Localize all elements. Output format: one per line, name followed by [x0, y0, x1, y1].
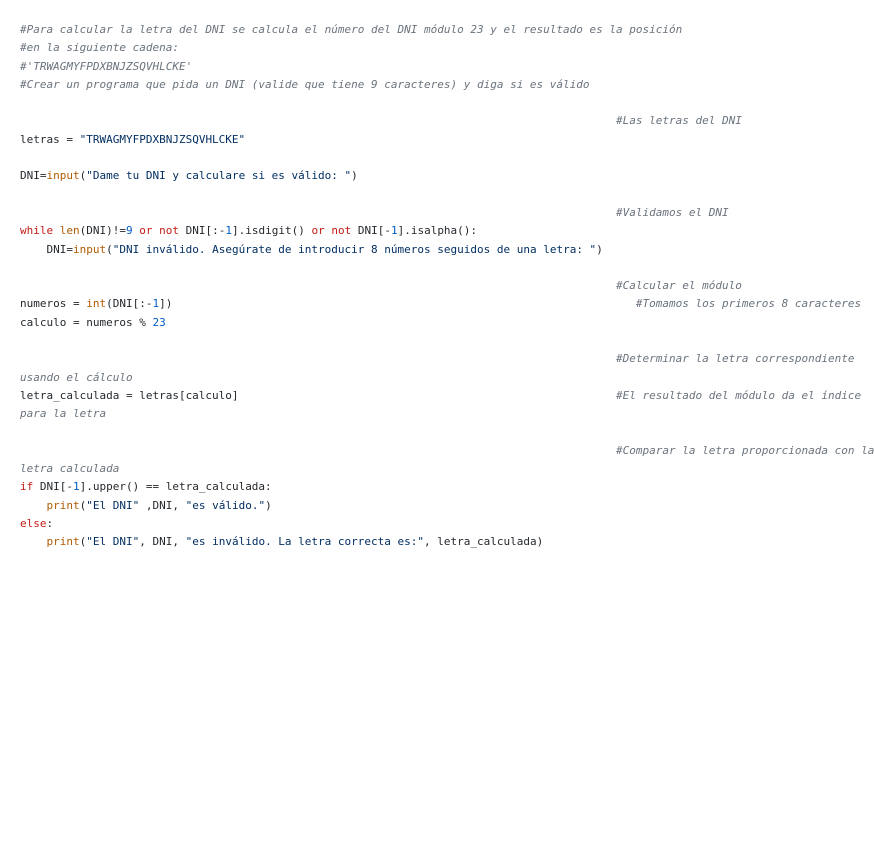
code-text: [20, 114, 616, 127]
code-line: [20, 58, 848, 76]
code-builtin: input: [46, 169, 80, 183]
code-text: DNI=: [20, 242, 73, 256]
code-text: (: [106, 242, 113, 256]
code-string: "es válido.": [185, 498, 266, 512]
code-string: "Dame tu DNI y calculare si es válido: ": [86, 169, 352, 183]
code-comment: #'TRWAGMYFPDXBNJZSQVHLCKE': [20, 59, 193, 73]
code-text: [20, 535, 47, 548]
code-line: [20, 259, 848, 277]
code-text: [53, 224, 60, 237]
code-line: [20, 112, 848, 130]
code-comment: #Crear un programa que pida un DNI (valide que tiene 9 caracteres) y diga si es válido: [20, 77, 590, 91]
code-string: "El DNI": [86, 498, 140, 512]
code-line: [20, 76, 848, 94]
code-text: [20, 279, 616, 292]
code-builtin: input: [72, 242, 107, 256]
code-text: letra_calculada = letras[calculo]: [20, 388, 617, 402]
code-text: (: [79, 169, 87, 183]
code-comment: para la letra: [20, 407, 107, 421]
code-number: 23: [152, 315, 166, 329]
code-builtin: print: [46, 498, 80, 512]
code-comment: #Para calcular la letra del DNI se calcula el número del DNI módulo 23 y el resultado es la posición: [20, 23, 683, 36]
code-line: [20, 478, 848, 496]
code-text: DNI[-: [351, 224, 391, 238]
code-line: [20, 387, 862, 405]
code-number: 1: [390, 224, 398, 238]
code-keyword: if: [20, 480, 34, 494]
code-string: "DNI inválido. Asegúrate de introducir 8 números seguidos de una letra: ": [112, 242, 597, 256]
code-line: [20, 222, 848, 240]
code-text: numeros =: [20, 297, 87, 311]
code-text: [20, 499, 47, 512]
code-line: [20, 314, 848, 332]
code-comment: #en la siguiente cadena:: [20, 41, 179, 55]
code-line: [20, 460, 848, 478]
code-line: [20, 94, 848, 112]
code-builtin: int: [86, 297, 107, 311]
code-text: , letra_calculada): [424, 535, 544, 549]
code-comment: #Comparar la letra proporcionada con la: [616, 443, 874, 457]
code-line: [20, 533, 848, 551]
code-line: [20, 167, 848, 185]
code-editor[interactable]: [20, 21, 874, 552]
code-comment: #Calcular el módulo: [616, 279, 742, 293]
code-text: (DNI)!=: [79, 224, 126, 238]
code-text: (DNI[:-: [106, 297, 153, 311]
code-number: 1: [152, 297, 160, 311]
code-line: [20, 149, 848, 167]
code-text: ): [351, 169, 358, 183]
code-line: [20, 277, 848, 295]
code-keyword: while: [20, 224, 54, 238]
code-comment: usando el cálculo: [20, 370, 133, 384]
code-comment: #Las letras del DNI: [616, 114, 742, 128]
code-number: 9: [125, 224, 133, 238]
code-text: [20, 206, 616, 219]
code-text: ].isdigit(): [231, 224, 312, 238]
code-line: [20, 497, 848, 515]
code-builtin: len: [59, 224, 80, 238]
code-builtin: print: [46, 535, 80, 549]
code-text: ): [265, 498, 272, 512]
code-line: [20, 241, 848, 259]
code-text: (: [79, 535, 87, 549]
code-comment: letra calculada: [20, 462, 120, 476]
code-line: [20, 204, 848, 222]
code-text: DNI[-: [33, 480, 73, 494]
code-text: (: [79, 498, 87, 512]
code-line: [20, 424, 848, 442]
code-text: [20, 352, 616, 365]
code-text: :: [46, 517, 54, 531]
code-line: [20, 332, 848, 350]
code-line: [20, 442, 874, 460]
code-text: ].isalpha():: [397, 224, 478, 238]
code-keyword: or not: [139, 224, 179, 238]
code-string: "TRWAGMYFPDXBNJZSQVHLCKE": [79, 132, 246, 146]
code-text: ].upper() == letra_calculada:: [79, 480, 272, 494]
code-comment: #Determinar la letra correspondiente: [616, 352, 855, 366]
code-line: [20, 39, 848, 57]
code-line: [20, 350, 855, 368]
code-number: 1: [73, 480, 80, 494]
code-line: [20, 405, 848, 423]
code-string: "es inválido. La letra correcta es:": [185, 535, 425, 549]
code-text: letras =: [20, 132, 80, 146]
code-line: [20, 515, 848, 533]
code-text: ,DNI,: [139, 498, 186, 512]
code-text: calculo = numeros %: [20, 315, 153, 329]
code-keyword: else: [20, 517, 47, 531]
code-keyword: or not: [311, 224, 352, 238]
code-line: [20, 21, 848, 39]
code-line: [20, 131, 848, 149]
code-comment: #Validamos el DNI: [616, 205, 729, 219]
code-line: [20, 295, 862, 313]
code-number: 1: [225, 224, 232, 238]
code-text: DNI=: [20, 169, 47, 183]
code-comment: #Tomamos los primeros 8 caracteres: [635, 297, 862, 311]
code-line: [20, 369, 848, 387]
code-text: , DNI,: [139, 535, 186, 549]
code-line: [20, 186, 848, 204]
code-text: ]): [159, 297, 636, 311]
code-text: [20, 444, 616, 457]
code-text: ): [596, 242, 603, 256]
code-string: "El DNI": [86, 535, 140, 549]
code-text: DNI[:-: [178, 224, 226, 238]
code-comment: #El resultado del módulo da el índice: [616, 388, 862, 402]
